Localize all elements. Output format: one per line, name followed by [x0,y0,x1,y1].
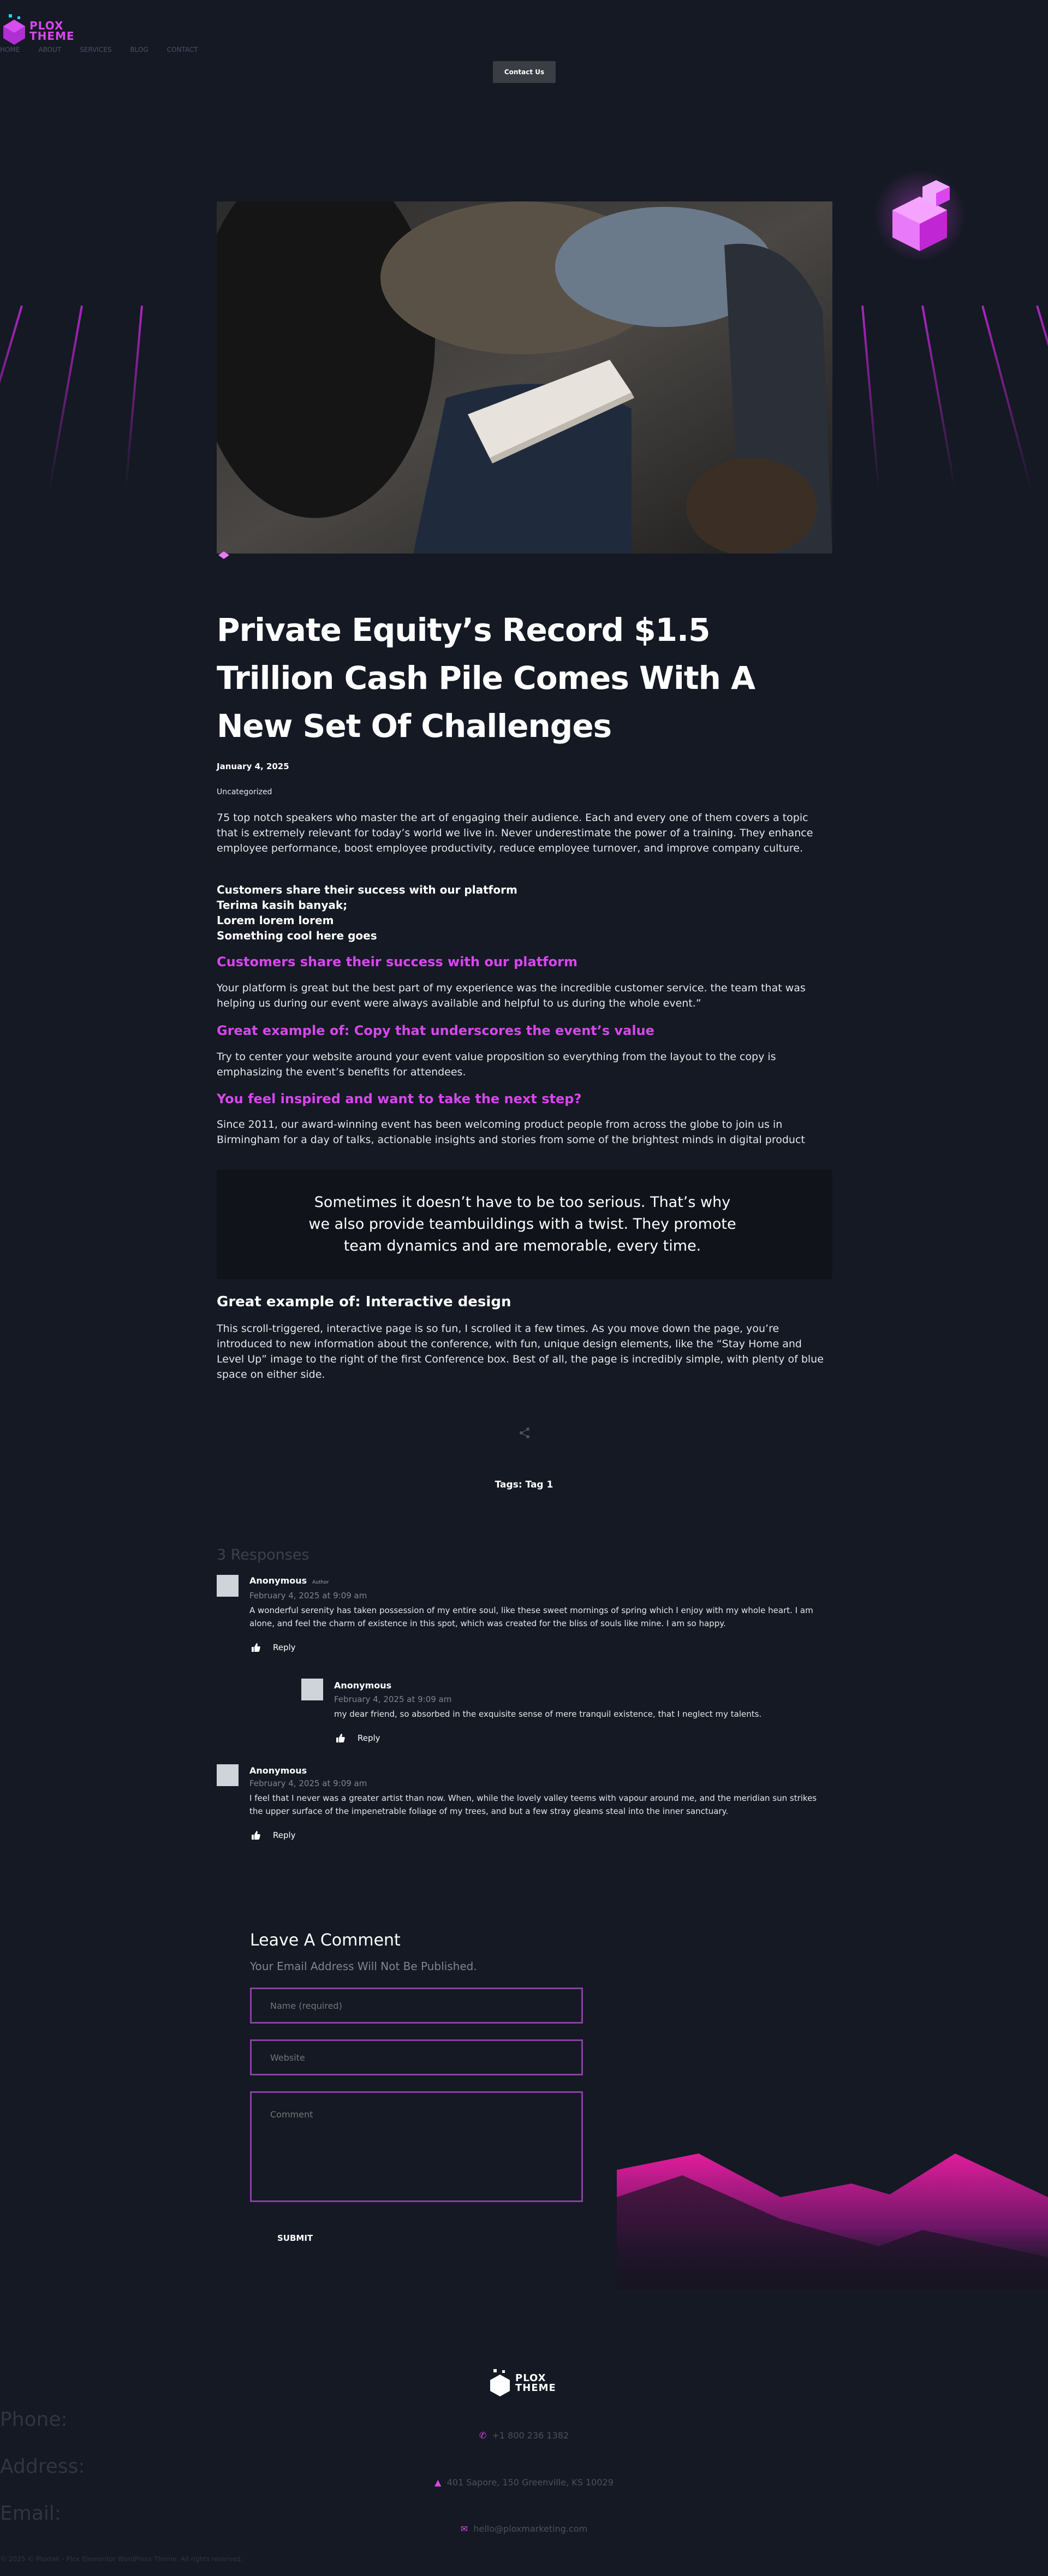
footer-logo-text: PLOX THEME [515,2372,556,2394]
nav-contact[interactable]: CONTACT [166,46,198,53]
thumbs-up-icon[interactable] [251,1830,261,1840]
comment-author: Anonymous Author [249,1575,329,1586]
section-heading: Great example of: Interactive design [217,1294,511,1310]
author-badge: Author [312,1580,329,1585]
post-date[interactable]: January 4, 2025 [217,762,289,771]
thumbs-up-icon[interactable] [251,1643,261,1652]
comment-author: Anonymous [249,1765,307,1776]
nav-blog[interactable]: BLOG [130,46,148,53]
neon-grid-left [0,284,229,568]
contact-us-button[interactable]: Contact Us [493,61,556,83]
mountains-decoration [617,2153,1048,2290]
reply-label[interactable]: Reply [273,1830,296,1840]
footer-logo[interactable] [488,2368,564,2399]
comment-text: A wonderful serenity has taken possession of my entire soul, like these sweet mornings of spring which I enjoy with my whole heart. I am alone, and feel the charm of existence in this spot, which was created for the bliss of souls like mine. I am so happy. [249,1605,813,1628]
post-title: Private Equity’s Record $1.5 Trillion Cash Pile Comes With A New Set Of Challenges [217,611,755,745]
neon-grid-right [830,284,1048,568]
reply-button[interactable] [336,1733,380,1743]
comment-form-title: Leave A Comment [250,1931,401,1950]
copyright: © 2025 © Ploxtek - Plox Elementor WordPress Theme. All rights reserved. [0,2555,243,2563]
share-icon[interactable] [519,1427,531,1439]
comment-text: I feel that I never was a greater artist than now. When, while the lovely valley teems with vapour around me, and the meridian sun strikes the upper surface of the impenetrable foliage of my trees, and but a few stray gleams steal into the inner sanctuary. [249,1793,817,1816]
cube-icon [873,169,966,262]
intro-paragraph: 75 top notch speakers who master the art of engaging their audience. Each and every one of them covers a topic that is extremely relevant for today’s world we live in. Never underestimate the power of a training. They enhance employee performance, boost employee productivity, reduce employee turnover, and improve company culture. [217,812,813,854]
footer-phone[interactable]: ✆ +1 800 236 1382 [479,2430,569,2441]
highlight-line: Terima kasih banyak; [217,899,348,912]
image-corner-accent [218,551,229,559]
avatar [217,1764,239,1786]
highlight-line: Customers share their success with our platform [217,883,517,896]
email-label: Email: [0,2502,62,2525]
phone-label: Phone: [0,2408,68,2431]
logo-icon [488,2368,512,2396]
comment-form-subtitle: Your Email Address Will Not Be Published. [250,1960,477,1973]
avatar [217,1575,239,1597]
section-paragraph: Since 2011, our award-winning event has been welcoming product people from across the globe to join us in Birmingham for a day of talks, actionable insights and stories from some of the brightest minds in digital product [217,1119,805,1146]
avatar [301,1679,323,1700]
post-category[interactable]: Uncategorized [217,788,272,796]
nav-home[interactable]: HOME [0,46,20,53]
section-paragraph: Your platform is great but the best part of my experience was the incredible customer service. the team that was helping us during our event were always available and helpful to us during the whole event.” [217,982,806,1009]
email-icon: ✉ [460,2524,468,2534]
section-paragraph: This scroll-triggered, interactive page is so fun, I scrolled it a few times. As you move down the page, you’re introduced to new information about the conference, with fun, unique design elements, like the “Stay Home and Level Up” image to the right of the first Conference box. Best of all, the page is incredibly simple, with plenty of blue space on either side. [217,1323,824,1381]
reply-label[interactable]: Reply [358,1733,380,1743]
featured-image [217,201,832,554]
thumbs-up-icon[interactable] [336,1733,346,1743]
comment-date[interactable]: February 4, 2025 at 9:09 am [334,1694,452,1704]
nav-about[interactable]: ABOUT [38,46,62,53]
section-heading: Great example of: Copy that underscores the event’s value [217,1023,654,1038]
comment-date[interactable]: February 4, 2025 at 9:09 am [249,1591,367,1601]
phone-icon: ✆ [479,2430,487,2441]
reply-button[interactable] [251,1643,296,1652]
footer-address: ▲ 401 Sapore, 150 Greenville, KS 10029 [434,2477,614,2488]
footer-email[interactable]: ✉ hello@ploxmarketing.com [460,2524,588,2534]
main-nav [0,46,198,53]
address-label: Address: [0,2455,85,2478]
section-paragraph: Try to center your website around your event value proposition so everything from the layout to the copy is emphasizing the event’s benefits for attendees. [217,1051,776,1078]
comment-textarea[interactable] [250,2091,583,2202]
section-heading: Customers share their success with our platform [217,954,577,969]
logo-text: PLOX THEME [29,19,75,43]
location-icon: ▲ [434,2477,442,2488]
highlight-line: Lorem lorem lorem [217,914,334,927]
reply-button[interactable] [251,1830,296,1840]
highlight-lines [217,882,832,943]
site-logo[interactable] [1,12,78,45]
comments-heading: 3 Responses [217,1546,309,1563]
name-input[interactable] [250,1988,583,2024]
nav-services[interactable]: SERVICES [80,46,112,53]
reply-label[interactable]: Reply [273,1643,296,1652]
section-heading: You feel inspired and want to take the next step? [217,1091,582,1106]
comment-text: my dear friend, so absorbed in the exquisite sense of mere tranquil existence, that I neglect my talents. [334,1709,762,1719]
post-tags[interactable]: Tags: Tag 1 [495,1479,553,1490]
website-input[interactable] [250,2039,583,2075]
highlight-line: Something cool here goes [217,929,377,942]
logo-icon [1,12,28,45]
comment-author: Anonymous [334,1680,392,1691]
submit-button[interactable]: SUBMIT [277,2233,313,2243]
blockquote [217,1170,832,1279]
comment-date[interactable]: February 4, 2025 at 9:09 am [249,1778,367,1788]
quote-text: Sometimes it doesn’t have to be too serious. That’s why we also provide teambuildings with a twist. They promote team dynamics and are memorable, every time. [308,1194,736,1254]
